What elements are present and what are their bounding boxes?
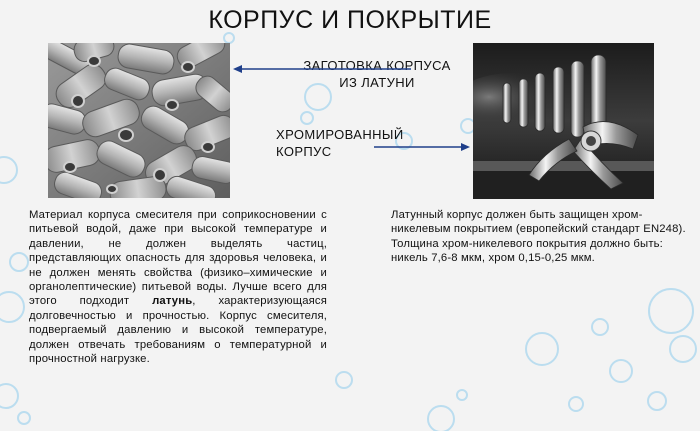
page-title: КОРПУС И ПОКРЫТИЕ (208, 6, 492, 34)
chrome-body-label-line2: КОРПУС (276, 144, 332, 159)
brass-blank-label-line2: ИЗ ЛАТУНИ (339, 75, 415, 90)
brass-blank-label-line1: ЗАГОТОВКА КОРПУСА (303, 58, 451, 73)
brass-blanks-photo (48, 43, 230, 198)
arrow-left-icon (233, 64, 411, 74)
paragraph-left-text-1: Материал корпуса смесителя при соприкосновении с питьевой водой, даже при высокой температуре и давлении, не должен выделять частиц, представляющих опасность для здоровья человека, и не должен менять свойства (физико–химические и органолептические) питьевой воды. Лучше всего для этого подходит (29, 209, 327, 308)
body-material-paragraph (29, 208, 327, 366)
coating-paragraph: Латунный корпус должен быть защищен хром-никелевым покрытием (европейский стандарт EN248). Толщина хром-никелевого покрытия должно быть: никель 7,6-8 мкм, хром 0,15-0,25 мкм. (391, 209, 686, 265)
paragraph-left-text-2: , характеризующаяся долговечностью и прочностью. Корпус смесителя, подвергаемый давлению и высокой температуре, должен отвечать требованиям о температурной и прочностной нагрузке. (29, 295, 327, 366)
chrome-body-label-line1: ХРОМИРОВАННЫЙ (276, 127, 404, 142)
paragraph-left-bold: латунь (152, 295, 193, 308)
chrome-bodies-photo (473, 43, 654, 199)
brass-blank-label (282, 57, 472, 91)
arrow-right-icon (374, 142, 470, 152)
